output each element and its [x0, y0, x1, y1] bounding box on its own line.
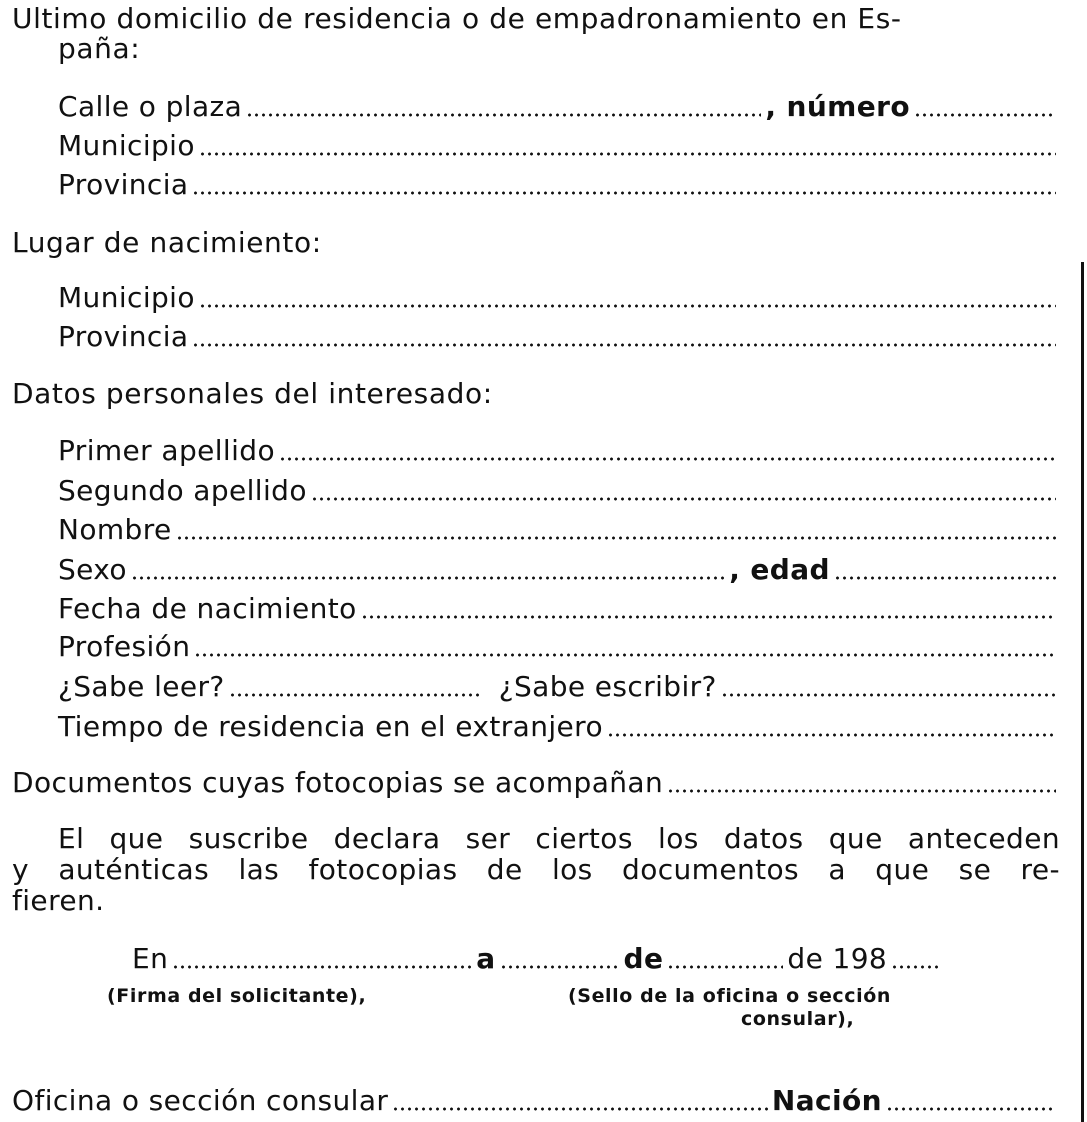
residencia-provincia-field[interactable]: [192, 191, 1056, 195]
oficina-field[interactable]: [392, 1107, 768, 1111]
calle-label: Calle o plaza: [58, 90, 243, 123]
firma-solicitante-label: (Firma del solicitante),: [107, 985, 367, 1007]
residencia-provincia-label: Provincia: [58, 168, 189, 201]
profesion-row: [58, 630, 1060, 664]
tiempo-residencia-row: [58, 710, 1060, 744]
sabe-leer-field[interactable]: [229, 693, 481, 697]
sexo-field[interactable]: [131, 576, 725, 580]
de-label-2: de 198: [787, 942, 888, 975]
calle-field[interactable]: [246, 113, 761, 117]
declaration-line-2: y auténticas las fotocopias de los documentos a que se re-: [12, 853, 1060, 886]
nacimiento-municipio-label: Municipio: [58, 281, 195, 314]
residencia-municipio-label: Municipio: [58, 129, 195, 162]
nombre-label: Nombre: [58, 513, 172, 546]
declaration-paragraph: [12, 823, 1060, 916]
mes-field[interactable]: [667, 965, 783, 969]
profesion-field[interactable]: [194, 653, 1056, 657]
nacimiento-municipio-field[interactable]: [199, 304, 1056, 308]
sabe-escribir-label: ¿Sabe escribir?: [498, 670, 717, 703]
documentos-field[interactable]: [667, 789, 1056, 793]
calle-row: [58, 90, 1060, 124]
leer-escribir-row: [58, 670, 1060, 704]
date-row: [132, 942, 1060, 976]
right-margin-rule: [1081, 262, 1084, 1122]
a-label: a: [476, 942, 496, 975]
sabe-leer-label: ¿Sabe leer?: [58, 670, 225, 703]
residencia-provincia-row: [58, 168, 1060, 202]
nacimiento-provincia-label: Provincia: [58, 320, 189, 353]
nacimiento-municipio-row: [58, 281, 1060, 315]
sello-label: (Sello de la oficina o sección: [568, 985, 892, 1007]
edad-label: , edad: [729, 553, 830, 586]
de-label-1: de: [623, 942, 664, 975]
dia-field[interactable]: [500, 965, 620, 969]
segundo-apellido-label: Segundo apellido: [58, 474, 307, 507]
nombre-row: [58, 513, 1060, 547]
en-label: En: [132, 942, 169, 975]
primer-apellido-field[interactable]: [279, 457, 1056, 461]
residence-heading-cont: paña:: [58, 32, 141, 65]
numero-label: , número: [765, 90, 910, 123]
fecha-nacimiento-row: [58, 592, 1060, 626]
segundo-apellido-field[interactable]: [311, 497, 1056, 501]
documentos-row: [12, 766, 1060, 800]
oficina-row: [12, 1084, 1060, 1118]
edad-field[interactable]: [834, 576, 1056, 580]
lugar-field[interactable]: [172, 965, 472, 969]
residencia-municipio-field[interactable]: [199, 152, 1056, 156]
sexo-edad-row: [58, 553, 1060, 587]
fecha-nacimiento-field[interactable]: [361, 615, 1056, 619]
anio-field[interactable]: [891, 965, 941, 969]
segundo-apellido-row: [58, 474, 1060, 508]
tiempo-residencia-label: Tiempo de residencia en el extranjero: [58, 710, 604, 743]
fecha-nacimiento-label: Fecha de nacimiento: [58, 592, 357, 625]
declaration-line-3: fieren.: [12, 884, 105, 917]
nacimiento-provincia-field[interactable]: [192, 343, 1056, 347]
residencia-municipio-row: [58, 129, 1060, 163]
personal-data-heading: Datos personales del interesado:: [12, 377, 493, 410]
tiempo-residencia-field[interactable]: [607, 733, 1056, 737]
oficina-label: Oficina o sección consular: [12, 1084, 389, 1117]
declaration-line-1: El que suscribe declara ser ciertos los datos que anteceden: [58, 822, 1060, 855]
nacion-label: Nación: [771, 1084, 882, 1117]
primer-apellido-row: [58, 434, 1060, 468]
documentos-label: Documentos cuyas fotocopias se acompañan: [12, 766, 664, 799]
sello-label-cont: consular),: [741, 1008, 855, 1030]
birthplace-heading: Lugar de nacimiento:: [12, 226, 322, 259]
nacimiento-provincia-row: [58, 320, 1060, 354]
sabe-escribir-field[interactable]: [721, 693, 1056, 697]
profesion-label: Profesión: [58, 630, 191, 663]
residence-heading: Ultimo domicilio de residencia o de empadronamiento en Es-: [12, 2, 902, 35]
primer-apellido-label: Primer apellido: [58, 434, 275, 467]
numero-field[interactable]: [914, 113, 1056, 117]
nacion-field[interactable]: [886, 1107, 1056, 1111]
nombre-field[interactable]: [176, 536, 1056, 540]
sexo-label: Sexo: [58, 553, 127, 586]
